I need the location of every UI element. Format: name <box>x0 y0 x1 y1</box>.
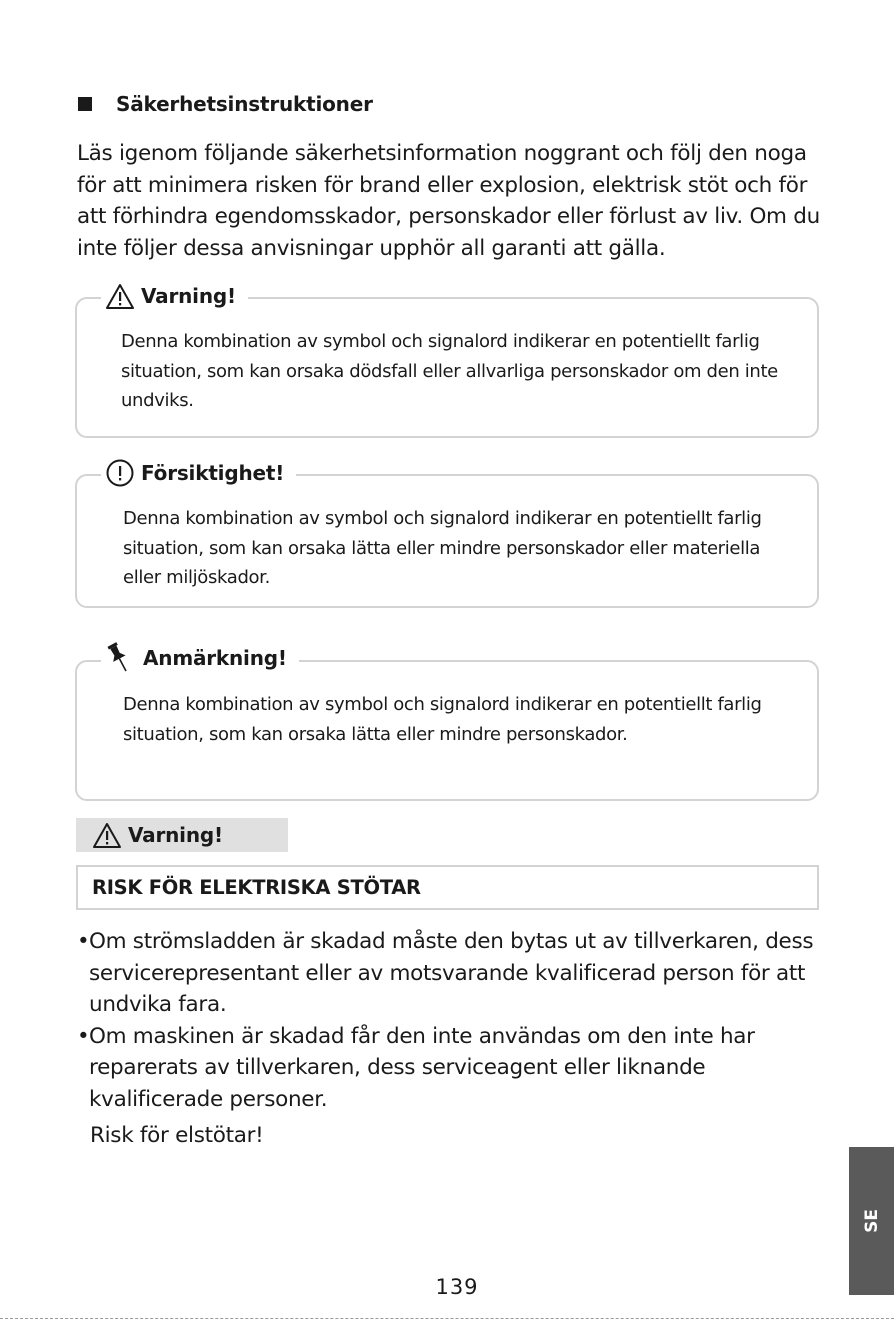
caution-label: Försiktighet! <box>101 456 296 490</box>
cut-line-divider <box>0 1318 894 1319</box>
shock-risk-note: Risk för elstötar! <box>90 1123 264 1148</box>
caution-body: Denna kombination av symbol och signalord indikerar en potentiellt farlig situation, som kan orsaka lätta eller mindre personskador eller materiella eller miljöskador. <box>123 508 762 588</box>
pushpin-icon <box>105 640 131 676</box>
warning-bar-label: Varning! <box>128 823 223 847</box>
note-definition-box <box>75 646 819 801</box>
list-item: • Om maskinen är skadad får den inte användas om den inte har reparerats av tillverkaren, dess serviceagent eller liknande kvalificerade personer. <box>77 1021 822 1116</box>
warning-label: Varning! <box>101 279 248 313</box>
note-body: Denna kombination av symbol och signalord indikerar en potentiellt farlig situation, som kan orsaka lätta eller mindre personskador. <box>123 694 762 745</box>
heading-text: Säkerhetsinstruktioner <box>116 92 373 116</box>
page-number: 139 <box>435 1275 479 1299</box>
language-code: SE <box>861 1209 882 1233</box>
warning-definition-box <box>75 284 819 438</box>
square-bullet-icon <box>78 97 92 111</box>
list-item: • Om strömsladden är skadad måste den bytas ut av tillverkaren, dess servicerepresentant eller av motsvarande kvalificerad person för att undvika fara. <box>77 926 822 1021</box>
section-heading <box>78 92 373 116</box>
intro-paragraph: Läs igenom följande säkerhetsinformation noggrant och följ den noga för att minimera risken för brand eller explosion, elektrisk stöt och för att förhindra egendomsskador, personskador eller förlust av liv. Om du inte följer dessa anvisningar upphör all garanti att gälla. <box>77 141 820 261</box>
warning-triangle-icon <box>105 283 135 310</box>
exclamation-circle-icon <box>105 458 135 488</box>
warning-bullet-list <box>77 926 822 1115</box>
language-side-tab <box>849 1147 894 1295</box>
warning-triangle-icon <box>92 822 122 849</box>
caution-definition-box <box>75 461 819 608</box>
warning-body: Denna kombination av symbol och signalord indikerar en potentiellt farlig situation, som kan orsaka dödsfall eller allvarliga personskador om den inte undviks. <box>121 331 778 411</box>
warning-bar <box>76 818 288 852</box>
risk-title: RISK FÖR ELEKTRISKA STÖTAR <box>92 876 421 899</box>
risk-title-box <box>76 865 819 910</box>
note-label: Anmärkning! <box>101 638 299 678</box>
